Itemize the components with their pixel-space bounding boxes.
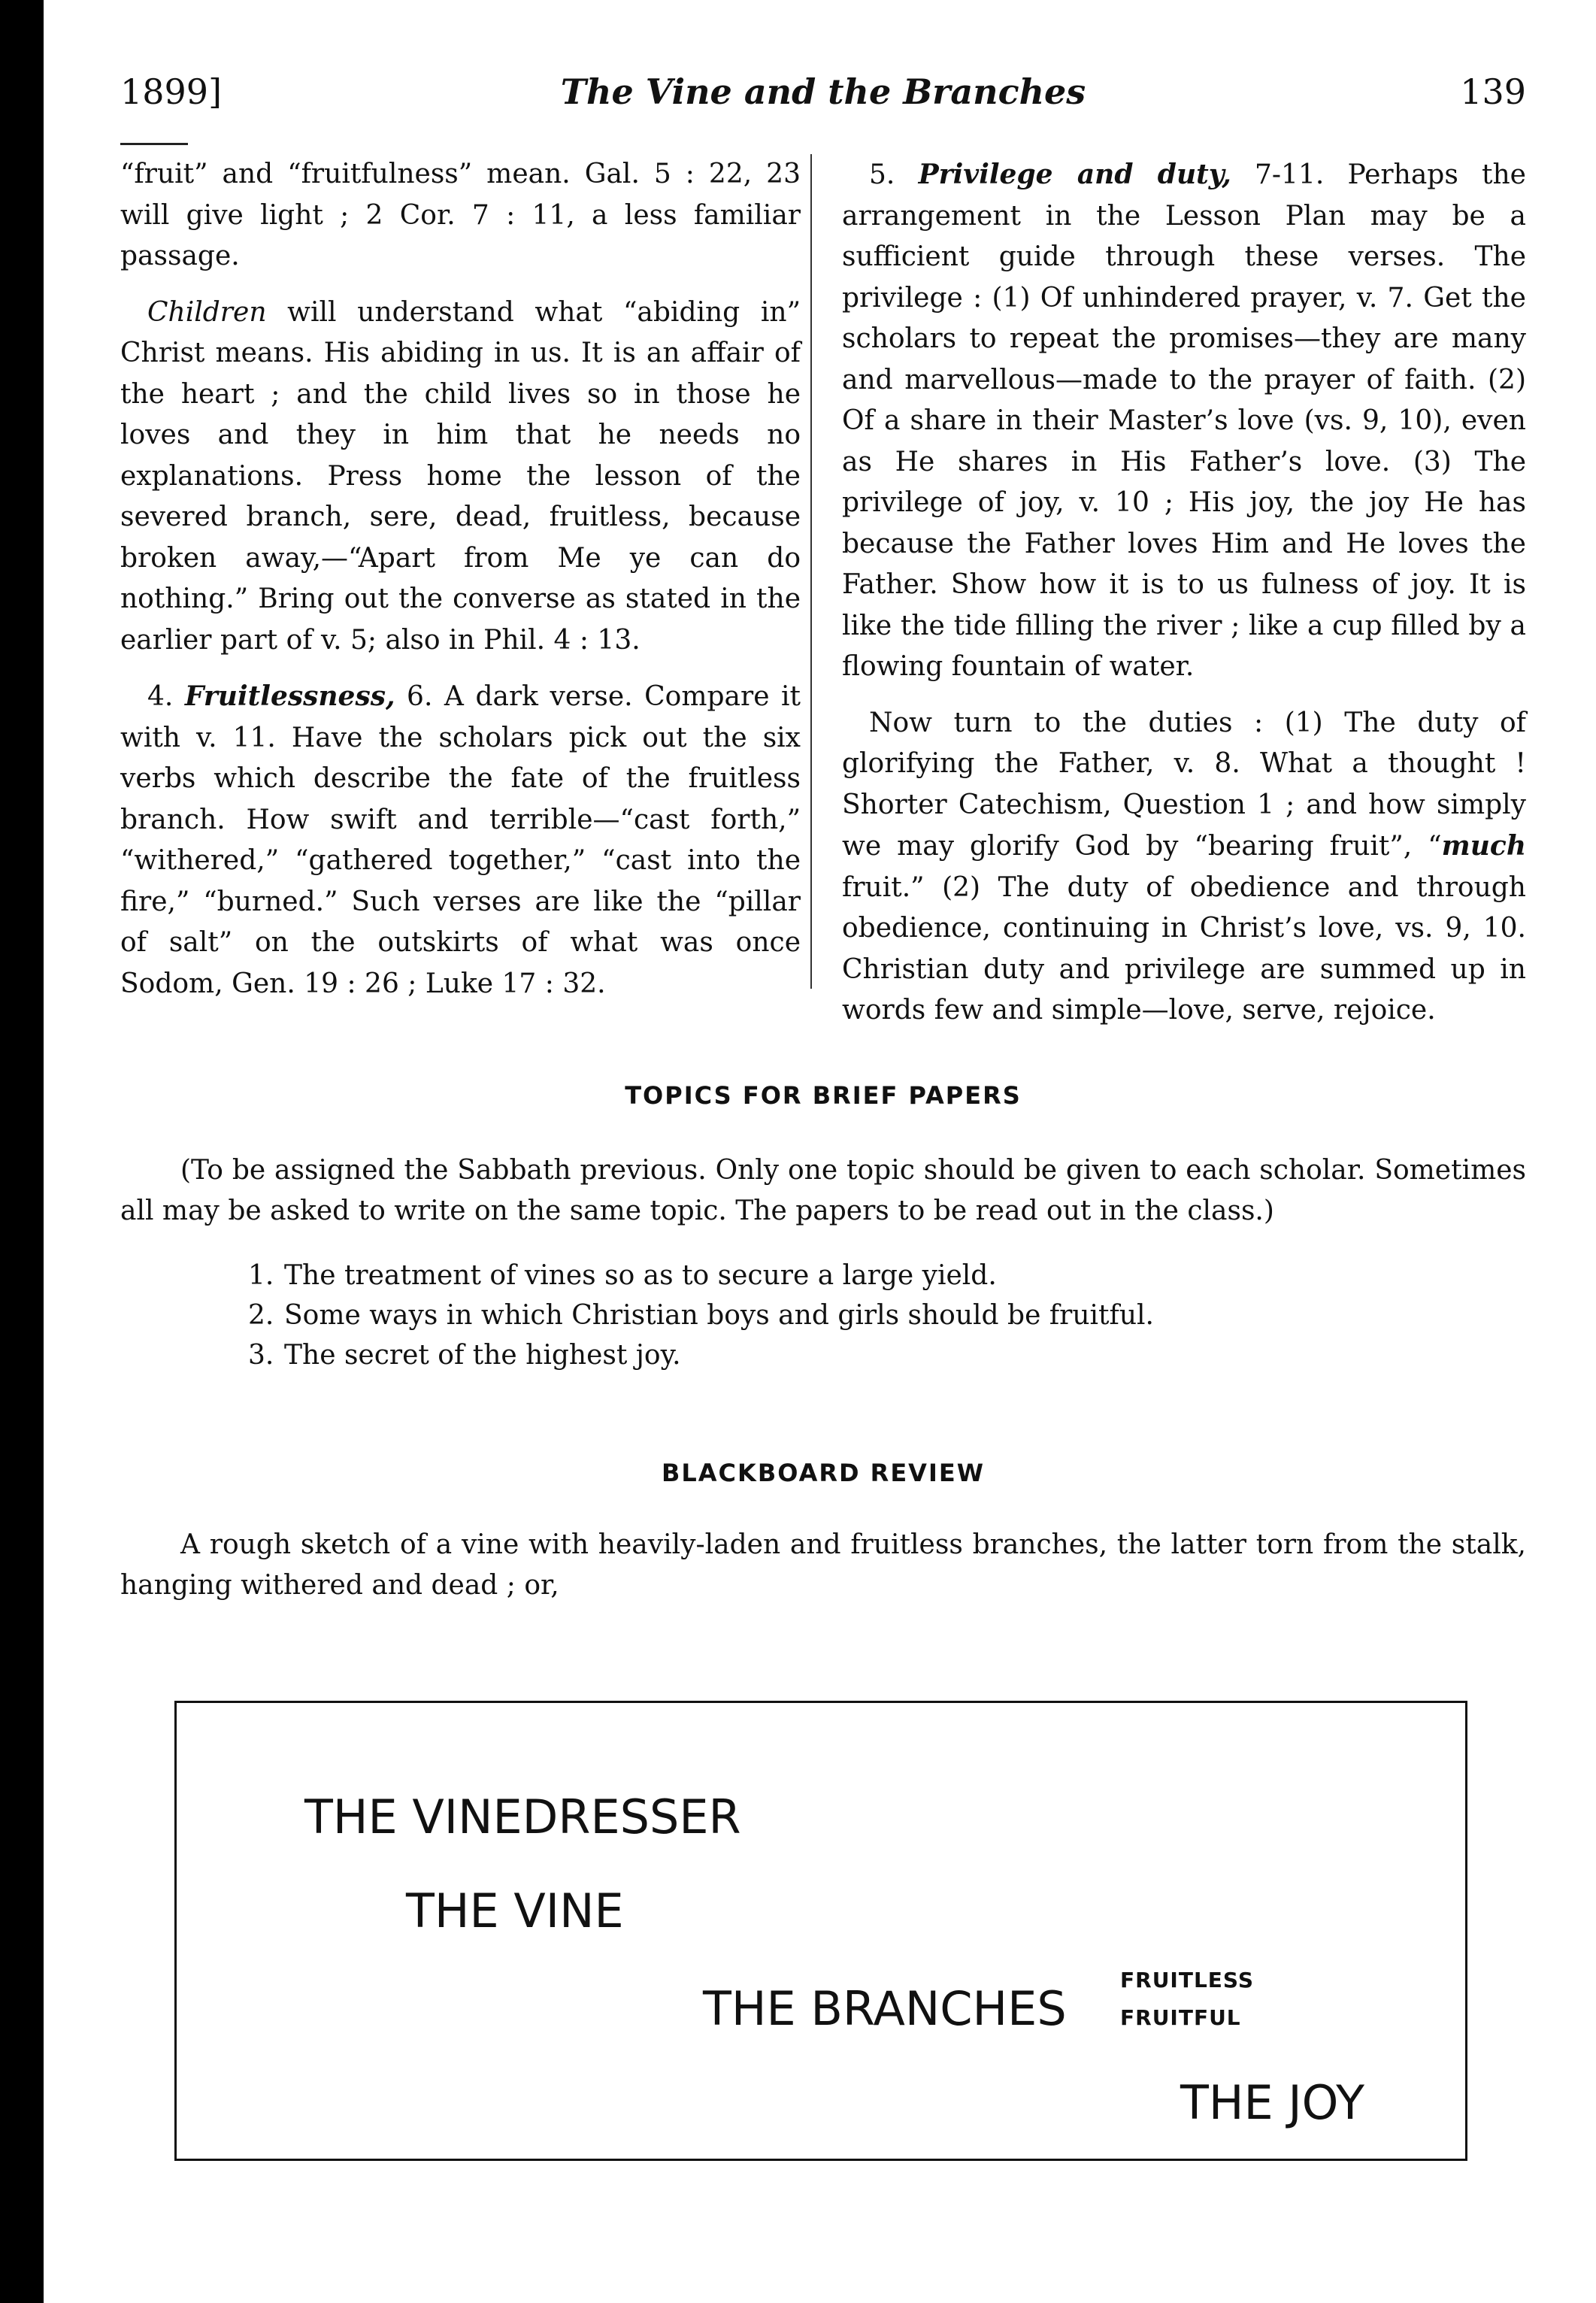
topic-number: 1. <box>248 1260 274 1291</box>
left-paragraph-2 <box>120 292 801 662</box>
running-title: The Vine and the Branches <box>560 71 1086 112</box>
page-header <box>120 71 1526 124</box>
topic-text: The treatment of vines so as to secure a large yield. <box>284 1260 997 1291</box>
page-binding-edge <box>0 0 44 2303</box>
duties-text-end: fruit.” (2) The duty of obedience and through obedience, continuing in Christ’s love, vs. 9, 10. Christian duty and privilege are summed up in words few and simple—love, serve, rejoice. <box>842 871 1526 1026</box>
board-branches: THE BRANCHES <box>703 1981 1067 2036</box>
privilege-lead: Privilege and duty, <box>918 159 1231 190</box>
children-lead: Children <box>147 296 267 328</box>
right-paragraph-1 <box>842 154 1526 688</box>
fruitlessness-lead: Fruitlessness, <box>184 680 395 712</box>
list-item <box>248 1335 1154 1375</box>
left-paragraph-1: “fruit” and “fruitfulness” mean. Gal. 5 : 22, 23 will give light ; 2 Cor. 7 : 11, a less familiar passage. <box>120 159 801 271</box>
review-heading: BLACKBOARD REVIEW <box>662 1459 985 1487</box>
column-divider <box>810 154 812 989</box>
blackboard-box <box>174 1701 1467 2161</box>
right-column <box>842 154 1526 1032</box>
left-paragraph-3 <box>120 676 801 1005</box>
topics-heading: TOPICS FOR BRIEF PAPERS <box>625 1081 1022 1110</box>
topic-text: Some ways in which Christian boys and girls should be fruitful. <box>284 1300 1154 1331</box>
header-rule <box>120 143 188 145</box>
topic-text: The secret of the highest joy. <box>284 1340 681 1371</box>
privilege-number: 5. <box>869 159 919 190</box>
topic-number: 3. <box>248 1340 274 1371</box>
board-vine: THE VINE <box>406 1883 624 1938</box>
header-year: 1899] <box>120 71 223 112</box>
list-item <box>248 1295 1154 1335</box>
board-joy: THE JOY <box>1180 2075 1364 2130</box>
privilege-text: 7-11. Perhaps the arrangement in the Lesson Plan may be a sufficient guide through these verses. The privilege : (1) Of unhindered prayer, v. 7. Get the scholars to repeat the promises—they are many and marvellous—made to the prayer of faith. (2) Of a share in their Master’s love (vs. 9, 10), even as He shares in His Father’s love. (3) The privilege of joy, v. 10 ; His joy, the joy He has because the Father loves Him and He loves the Father. Show how it is to us fulness of joy. It is like the tide filling the river ; like a cup filled by a flowing fountain of water. <box>842 159 1526 682</box>
board-vinedresser: THE VINEDRESSER <box>304 1789 741 1844</box>
topics-list <box>248 1256 1154 1375</box>
duties-text-start: Now turn to the duties : (1) The duty of glorifying the Father, v. 8. What a thought ! Shorter Catechism, Question 1 ; and how simply we may glorify God by “bearing fruit”, “ <box>842 707 1526 862</box>
right-paragraph-2 <box>842 703 1526 1032</box>
fruitlessness-number: 4. <box>147 681 185 712</box>
board-fruitless: FRUITLESS <box>1120 1968 1254 1992</box>
page-number: 139 <box>1460 71 1526 112</box>
left-column <box>120 154 801 1005</box>
list-item <box>248 1256 1154 1295</box>
fruitlessness-text: 6. A dark verse. Compare it with v. 11. Have the scholars pick out the six verbs which describe the fate of the fruitless branch. How swift and terrible—“cast forth,” “withered,” “gathered together,” “cast into the fire,” “burned.” Such verses are like the “pillar of salt” on the outskirts of what was once Sodom, Gen. 19 : 26 ; Luke 17 : 32. <box>120 681 801 999</box>
board-fruitful: FRUITFUL <box>1120 2005 1241 2030</box>
topics-intro: (To be assigned the Sabbath previous. Only one topic should be given to each scholar. Sometimes all may be asked to write on the same topic. The papers to be read out in the class.) <box>120 1155 1526 1226</box>
duties-much: much <box>1441 830 1526 862</box>
topic-number: 2. <box>248 1300 274 1331</box>
children-text: will understand what “abiding in” Christ means. His abiding in us. It is an affair of the heart ; and the child lives so in those he loves and they in him that he needs no explanations. Press home the lesson of the severed branch, sere, dead, fruitless, because broken away,—“Apart from Me ye can do nothing.” Bring out the converse as stated in the earlier part of v. 5; also in Phil. 4 : 13. <box>120 296 801 656</box>
review-intro: A rough sketch of a vine with heavily-laden and fruitless branches, the latter torn from the stalk, hanging withered and dead ; or, <box>120 1529 1526 1601</box>
